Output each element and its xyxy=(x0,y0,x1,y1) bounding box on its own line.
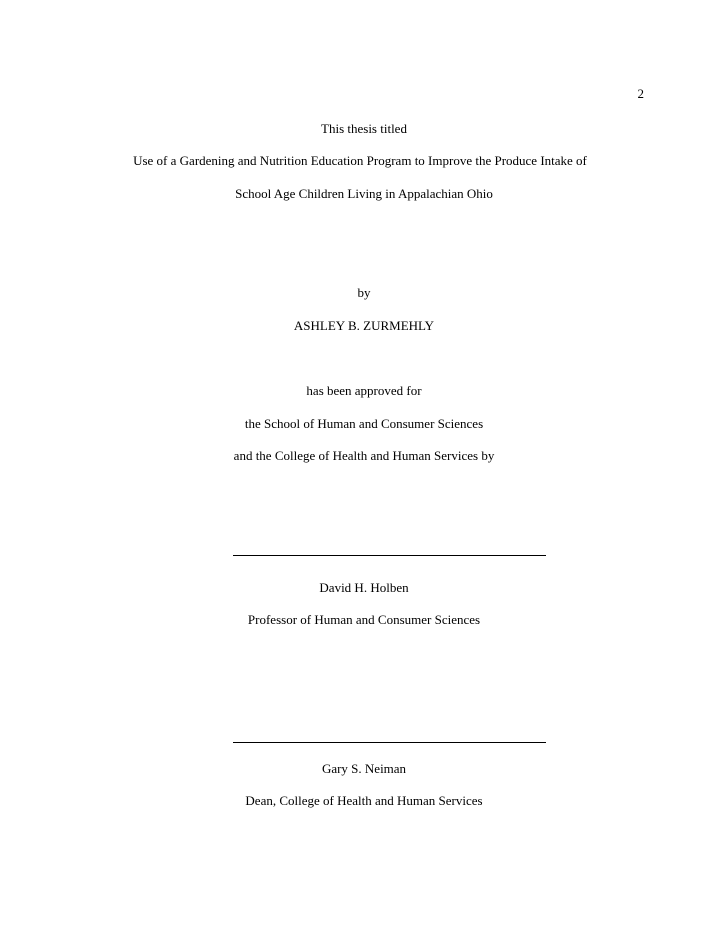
dean-name: Gary S. Neiman xyxy=(321,761,407,776)
approval-line-2: the School of Human and Consumer Sciences xyxy=(244,416,484,431)
approval-line-3: and the College of Health and Human Services by xyxy=(233,448,495,463)
page-number: 2 xyxy=(637,86,644,101)
signature-line-advisor xyxy=(233,555,546,556)
thesis-intro: This thesis titled xyxy=(321,121,407,136)
signature-line-dean xyxy=(233,742,546,743)
advisor-title: Professor of Human and Consumer Sciences xyxy=(247,612,481,627)
advisor-name: David H. Holben xyxy=(319,580,409,595)
thesis-title-line-2: School Age Children Living in Appalachian Ohio xyxy=(235,186,493,201)
by-label: by xyxy=(357,285,371,300)
author-name: ASHLEY B. ZURMEHLY xyxy=(293,318,435,333)
thesis-title-line-1: Use of a Gardening and Nutrition Education Program to Improve the Produce Intake of xyxy=(133,153,587,168)
approval-line-1: has been approved for xyxy=(306,383,422,398)
dean-title: Dean, College of Health and Human Services xyxy=(245,793,483,808)
